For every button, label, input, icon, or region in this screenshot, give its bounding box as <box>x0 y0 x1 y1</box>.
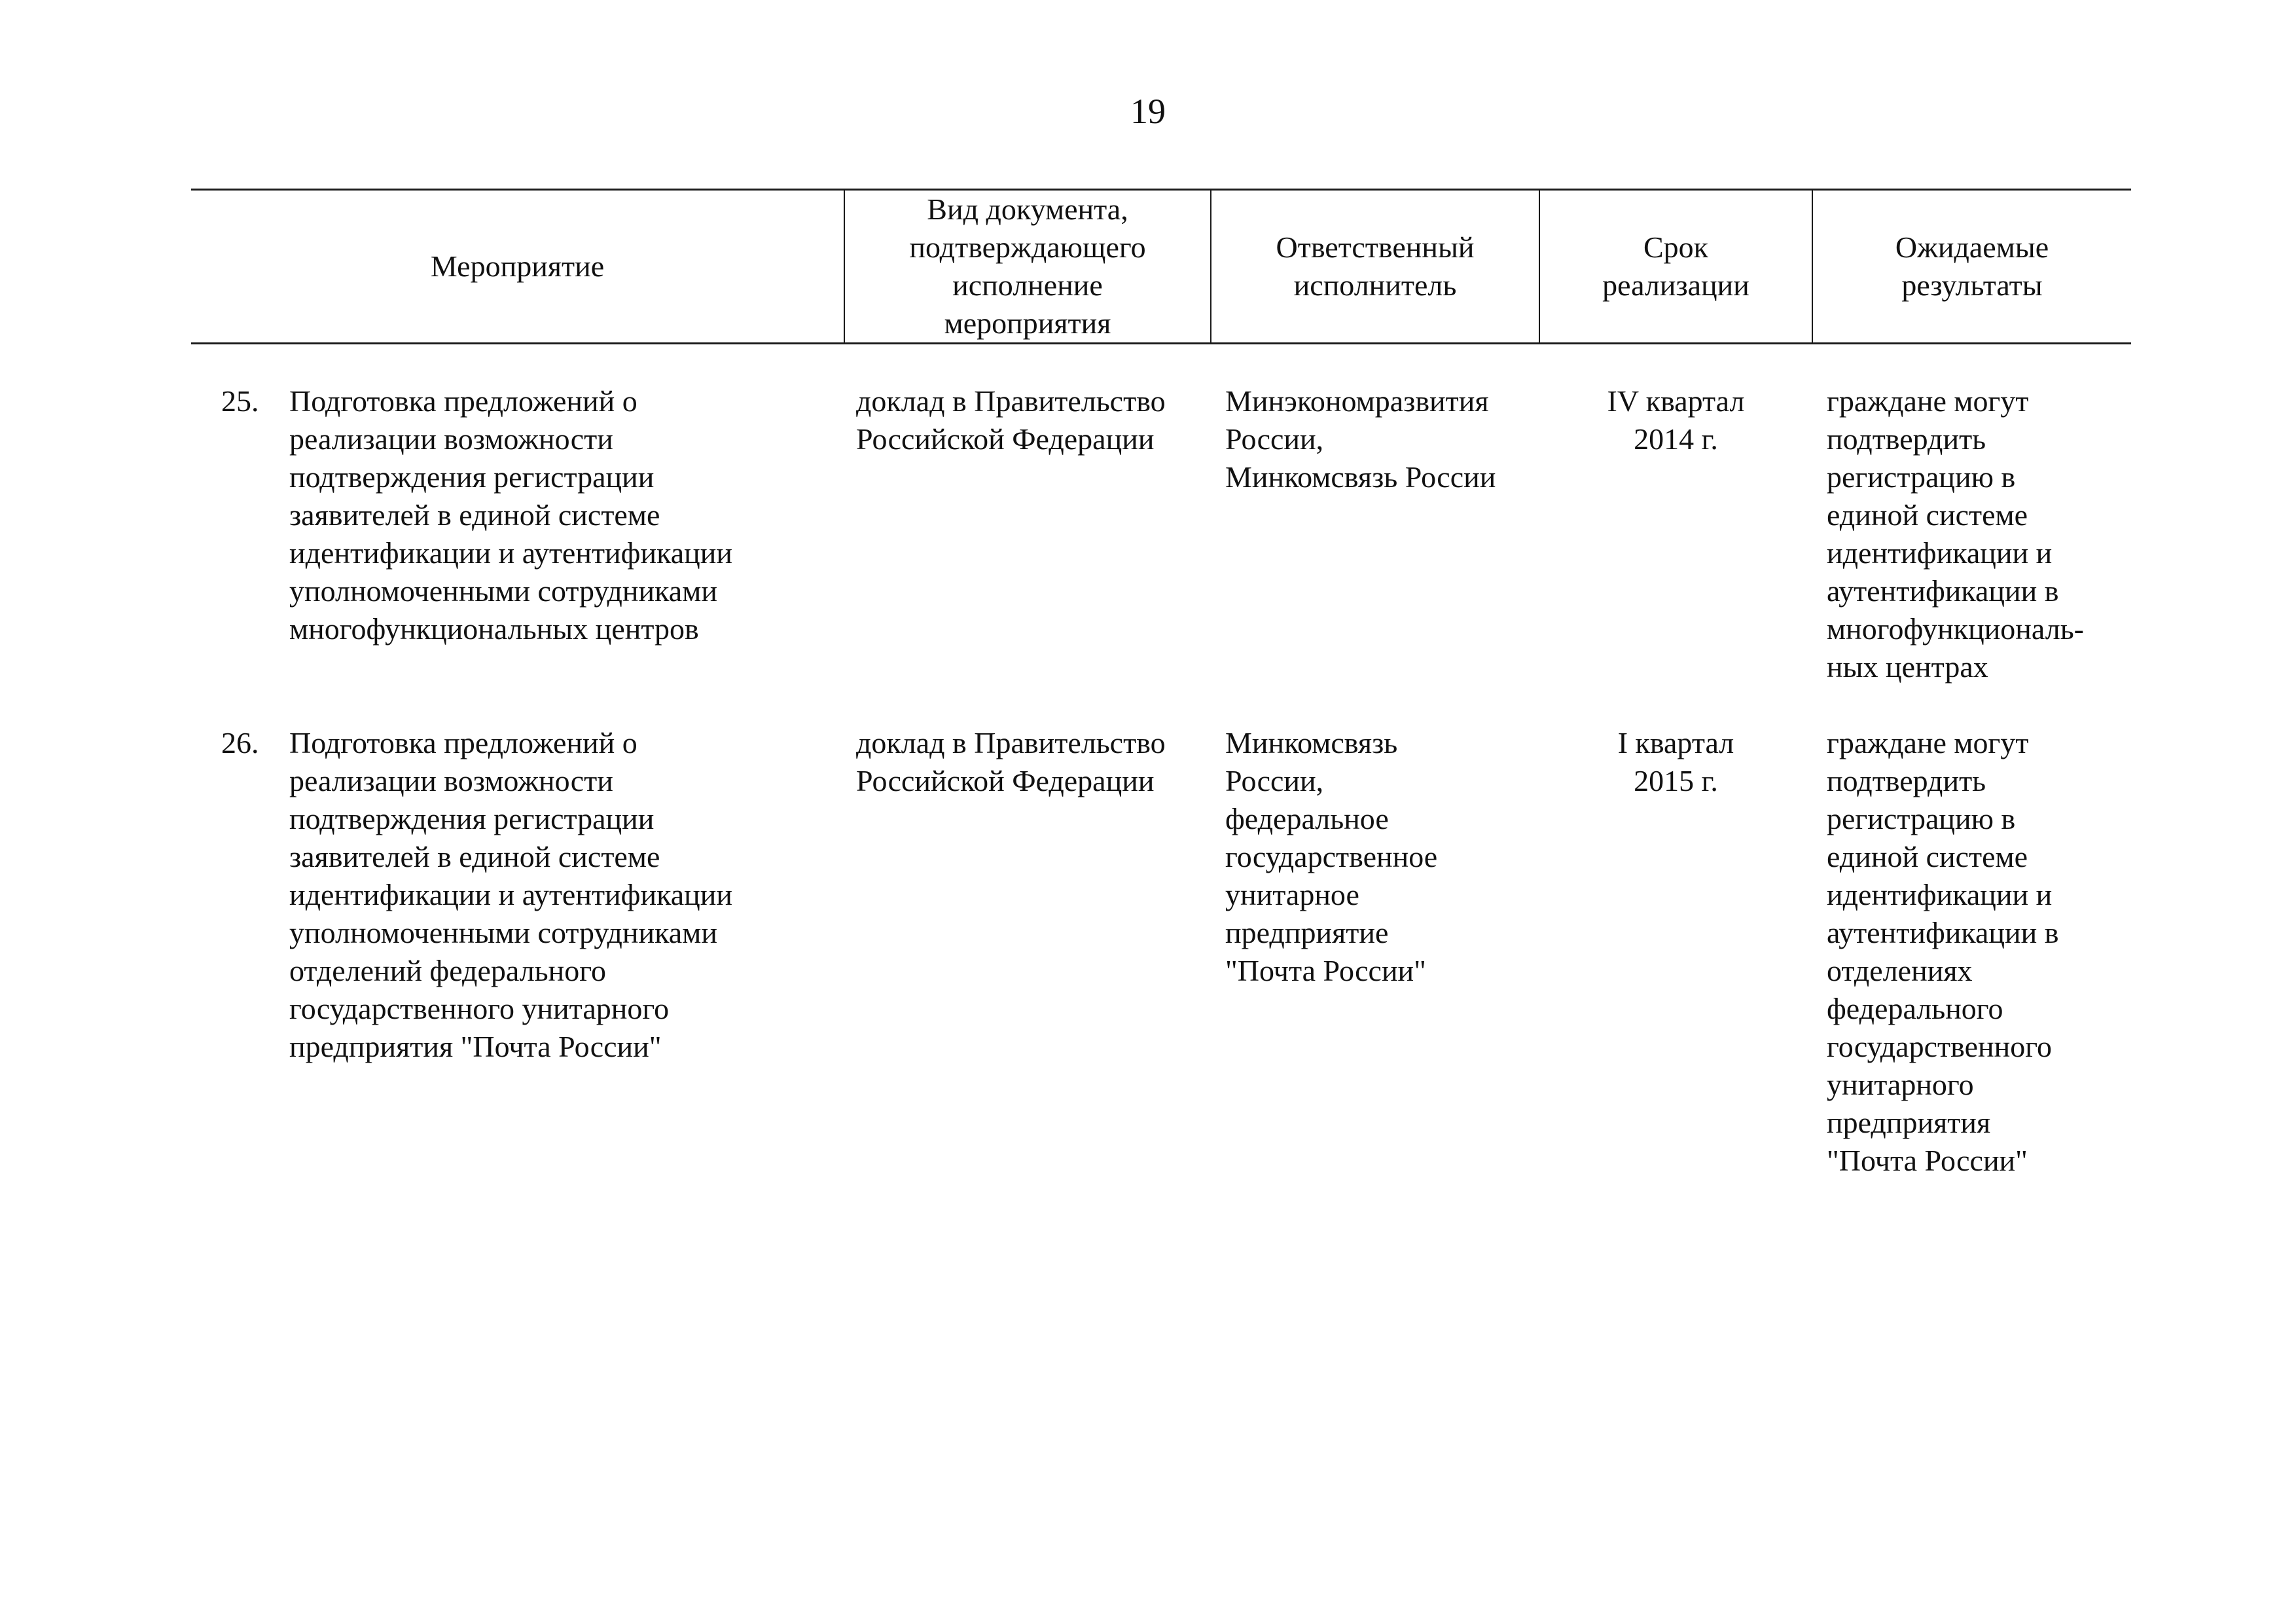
event-cell <box>191 724 844 1180</box>
header-executor: Ответственный исполнитель <box>1211 190 1539 344</box>
header-results: Ожидаемые результаты <box>1812 190 2131 344</box>
executor-cell: Минкомсвязь России, федеральное государственное унитарное предприятие "Почта России" <box>1225 726 1438 987</box>
term-cell: I квартал 2015 г. <box>1617 726 1734 797</box>
header-term: Срок реализации <box>1539 190 1812 344</box>
gap-row <box>191 686 2131 724</box>
executor-cell: Минэкономразвития России, Минкомсвязь России <box>1225 384 1496 494</box>
document-cell: доклад в Правительство Российской Федерации <box>856 384 1166 456</box>
page-number: 19 <box>1130 92 1166 131</box>
spacer-row <box>191 344 2131 383</box>
table-header-row <box>191 190 2131 344</box>
table-row <box>191 724 2131 1180</box>
result-cell: граждане могут подтвердить регистрацию в единой системе идентификации и аутентификации в многофункциональ- ных центрах <box>1827 384 2084 684</box>
event-text: Подготовка предложений о реализации возможности подтверждения регистрации заявителей в единой системе идентификации и аутентификации уполномоченными сотрудниками отделений федерального государственного унитарного предприятия "Почта России" <box>289 726 733 1063</box>
event-cell <box>191 382 844 686</box>
term-cell: IV квартал 2014 г. <box>1607 384 1745 456</box>
row-number: 26. <box>221 726 259 759</box>
event-text: Подготовка предложений о реализации возможности подтверждения регистрации заявителей в единой системе идентификации и аутентификации уполномоченными сотрудниками многофункциональных центров <box>289 384 733 646</box>
measures-table <box>191 189 2131 1180</box>
result-cell: граждане могут подтвердить регистрацию в единой системе идентификации и аутентификации в отделениях федерального государственного унитарного предприятия "Почта России" <box>1827 726 2059 1177</box>
header-document-type: Вид документа, подтверждающего исполнение мероприятия <box>844 190 1211 344</box>
header-event: Мероприятие <box>191 190 844 344</box>
document-cell: доклад в Правительство Российской Федерации <box>856 726 1166 797</box>
table-row <box>191 382 2131 686</box>
row-number: 25. <box>221 384 259 418</box>
